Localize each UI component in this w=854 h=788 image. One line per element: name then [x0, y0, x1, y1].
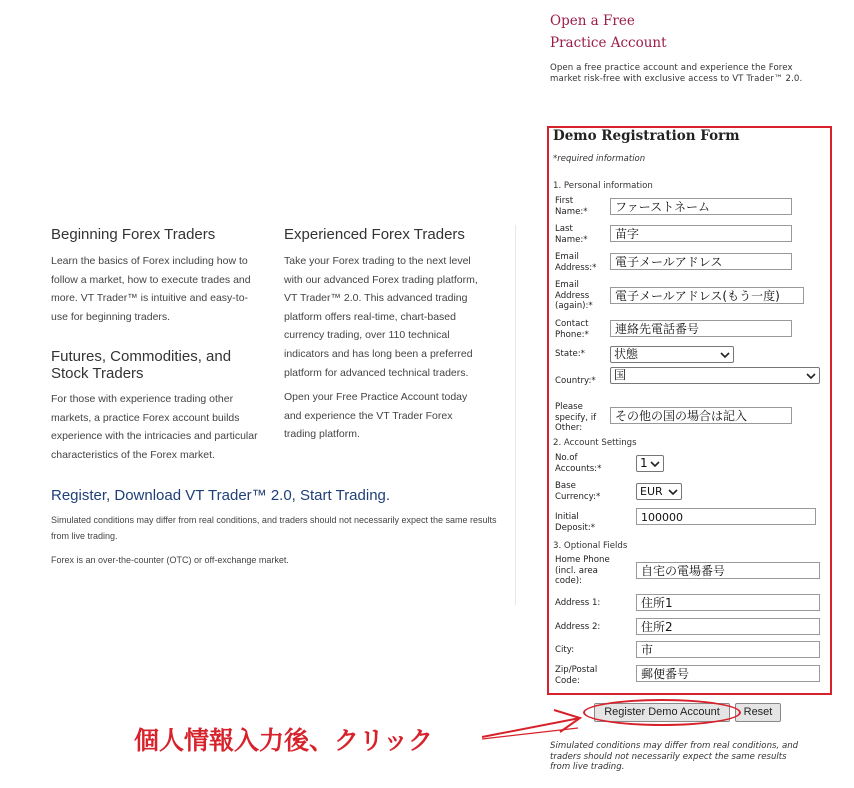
label-line: Deposit:*	[555, 522, 596, 533]
accounts-label	[555, 453, 601, 474]
email-input[interactable]: 電子メールアドレス	[610, 253, 792, 270]
text-line: trading platform.	[284, 428, 360, 441]
register-download-link[interactable]: Register, Download VT Trader™ 2.0, Start Trading.	[51, 487, 391, 504]
label-line: Phone:*	[555, 329, 589, 340]
home-phone-label	[555, 555, 610, 587]
label-line: Home Phone	[555, 555, 610, 565]
label-line: Please	[555, 402, 583, 412]
section-optional-fields: 3. Optional Fields	[553, 541, 628, 551]
address2-input[interactable]: 住所2	[636, 618, 820, 635]
address1-label: Address 1:	[555, 598, 601, 608]
zip-input[interactable]: 郵便番号	[636, 665, 820, 682]
city-label: City:	[555, 645, 575, 655]
email-label	[555, 252, 596, 273]
text-line: Learn the basics of Forex including how to	[51, 255, 248, 267]
chevron-down-icon	[806, 371, 816, 381]
beginning-text	[51, 252, 251, 326]
chevron-down-icon	[650, 459, 660, 469]
text-line: more. VT Trader™ is intuitive and easy-to-	[51, 292, 249, 305]
country-label: Country:*	[555, 376, 596, 386]
currency-label	[555, 481, 600, 502]
contact-phone-label	[555, 319, 589, 340]
title-line: Futures, Commodities, and	[51, 348, 232, 365]
text-line: currency trading, over 110 technical	[284, 329, 450, 342]
text-line: indicators and has long been a preferred	[284, 347, 473, 360]
country-selected-value: 国	[614, 368, 627, 382]
section-account-settings: 2. Account Settings	[553, 438, 637, 448]
label-line: code):	[555, 576, 582, 587]
deposit-label	[555, 512, 595, 533]
futures-title	[51, 348, 231, 382]
open-account-description	[550, 63, 802, 85]
text-line: Simulated conditions may differ from real conditions, and traders should not necessarily expect the same results	[51, 515, 497, 525]
text-line: Open your Free Practice Account today	[284, 391, 468, 403]
label-line: First	[555, 196, 574, 206]
text-line: Open a free practice account and experience the Forex	[550, 63, 793, 73]
label-line: Address	[555, 290, 590, 301]
state-select[interactable]	[610, 346, 734, 363]
experienced-text	[284, 252, 478, 382]
accounts-selected-value: 1	[640, 456, 648, 470]
annotation-arrow-icon	[480, 706, 586, 746]
label-line: Last	[555, 224, 573, 234]
home-phone-input[interactable]: 自宅の電場番号	[636, 562, 820, 579]
text-line: characteristics of the Forex market.	[51, 448, 215, 461]
text-line: platform offers real-time, chart-based	[284, 310, 456, 323]
register-demo-account-button[interactable]: Register Demo Account	[594, 703, 730, 722]
state-selected-value: 状態	[614, 347, 639, 361]
required-note: *required information	[553, 154, 646, 164]
label-line: Accounts:*	[555, 463, 602, 474]
currency-select[interactable]	[636, 483, 682, 500]
text-line: market risk-free with exclusive access to VT Trader™ 2.0.	[550, 74, 803, 84]
annotation-text: 個人情報入力後、クリック	[134, 726, 434, 755]
column-divider	[515, 225, 516, 605]
otc-disclaimer: Forex is an over-the-counter (OTC) or off-exchange market.	[51, 555, 289, 565]
label-line: Address:*	[555, 262, 597, 273]
label-line: Email	[555, 252, 579, 262]
chevron-down-icon	[668, 487, 678, 497]
label-line: specify, if	[555, 412, 597, 423]
label-line: No.of	[555, 453, 578, 463]
text-line: and experience the VT Trader Forex	[284, 409, 453, 422]
title-line: Open a Free	[550, 13, 635, 29]
text-line: For those with experience trading other	[51, 393, 234, 405]
bottom-disclaimer	[550, 741, 798, 773]
label-line: Zip/Postal	[555, 665, 598, 675]
open-account-title	[550, 10, 667, 54]
deposit-input[interactable]: 100000	[636, 508, 816, 525]
label-line: Code:	[555, 675, 580, 686]
label-line: Name:*	[555, 206, 588, 217]
futures-text	[51, 390, 258, 464]
country-select[interactable]	[610, 367, 820, 384]
other-country-label	[555, 402, 596, 434]
city-input[interactable]: 市	[636, 641, 820, 658]
email-again-input[interactable]: 電子メールアドレス(もう一度)	[610, 287, 804, 304]
contact-phone-input[interactable]: 連絡先電話番号	[610, 320, 792, 337]
text-line: use for beginning traders.	[51, 310, 171, 323]
text-line: Take your Forex trading to the next level	[284, 255, 471, 267]
label-line: Base	[555, 481, 576, 491]
address2-label: Address 2:	[555, 622, 601, 632]
text-line: experience with the intricacies and particular	[51, 430, 258, 443]
last-name-label	[555, 224, 588, 245]
experienced-title: Experienced Forex Traders	[284, 226, 465, 243]
first-name-input[interactable]: ファーストネーム	[610, 198, 792, 215]
title-line: Practice Account	[550, 35, 667, 51]
first-name-label	[555, 196, 588, 217]
label-line: Currency:*	[555, 491, 601, 502]
reset-button[interactable]: Reset	[735, 703, 781, 722]
text-line: VT Trader™ 2.0. This advanced trading	[284, 292, 468, 305]
title-line: Stock Traders	[51, 365, 144, 382]
text-line: traders should not necessarily expect the same results	[550, 751, 787, 762]
text-line: platform for advanced technical traders.	[284, 366, 469, 379]
beginning-title: Beginning Forex Traders	[51, 226, 216, 243]
other-country-input[interactable]: その他の国の場合は記入	[610, 407, 792, 424]
text-line: from live trading.	[550, 762, 625, 772]
chevron-down-icon	[720, 350, 730, 360]
text-line: from live trading.	[51, 531, 118, 541]
label-line: (incl. area	[555, 565, 598, 576]
text-line: Simulated conditions may differ from real conditions, and	[550, 741, 799, 751]
experienced-text-2	[284, 388, 467, 444]
form-title: Demo Registration Form	[553, 128, 740, 144]
currency-selected-value: EUR	[640, 485, 663, 498]
text-line: follow a market, how to execute trades and	[51, 273, 251, 286]
label-line: (again):*	[555, 301, 593, 312]
zip-label	[555, 665, 597, 686]
text-line: markets, a practice Forex account builds	[51, 411, 240, 424]
label-line: Initial	[555, 512, 579, 522]
label-line: Other:	[555, 423, 583, 434]
simulated-disclaimer	[51, 512, 497, 544]
section-personal: 1. Personal information	[553, 181, 653, 191]
text-line: with our advanced Forex trading platform,	[284, 273, 478, 286]
email-again-label	[555, 280, 593, 312]
accounts-select[interactable]	[636, 455, 664, 472]
highlight-circle	[583, 699, 741, 726]
last-name-input[interactable]: 苗字	[610, 225, 792, 242]
label-line: Contact	[555, 319, 589, 329]
state-label: State:*	[555, 349, 585, 359]
label-line: Name:*	[555, 234, 588, 245]
address1-input[interactable]: 住所1	[636, 594, 820, 611]
label-line: Email	[555, 280, 579, 290]
